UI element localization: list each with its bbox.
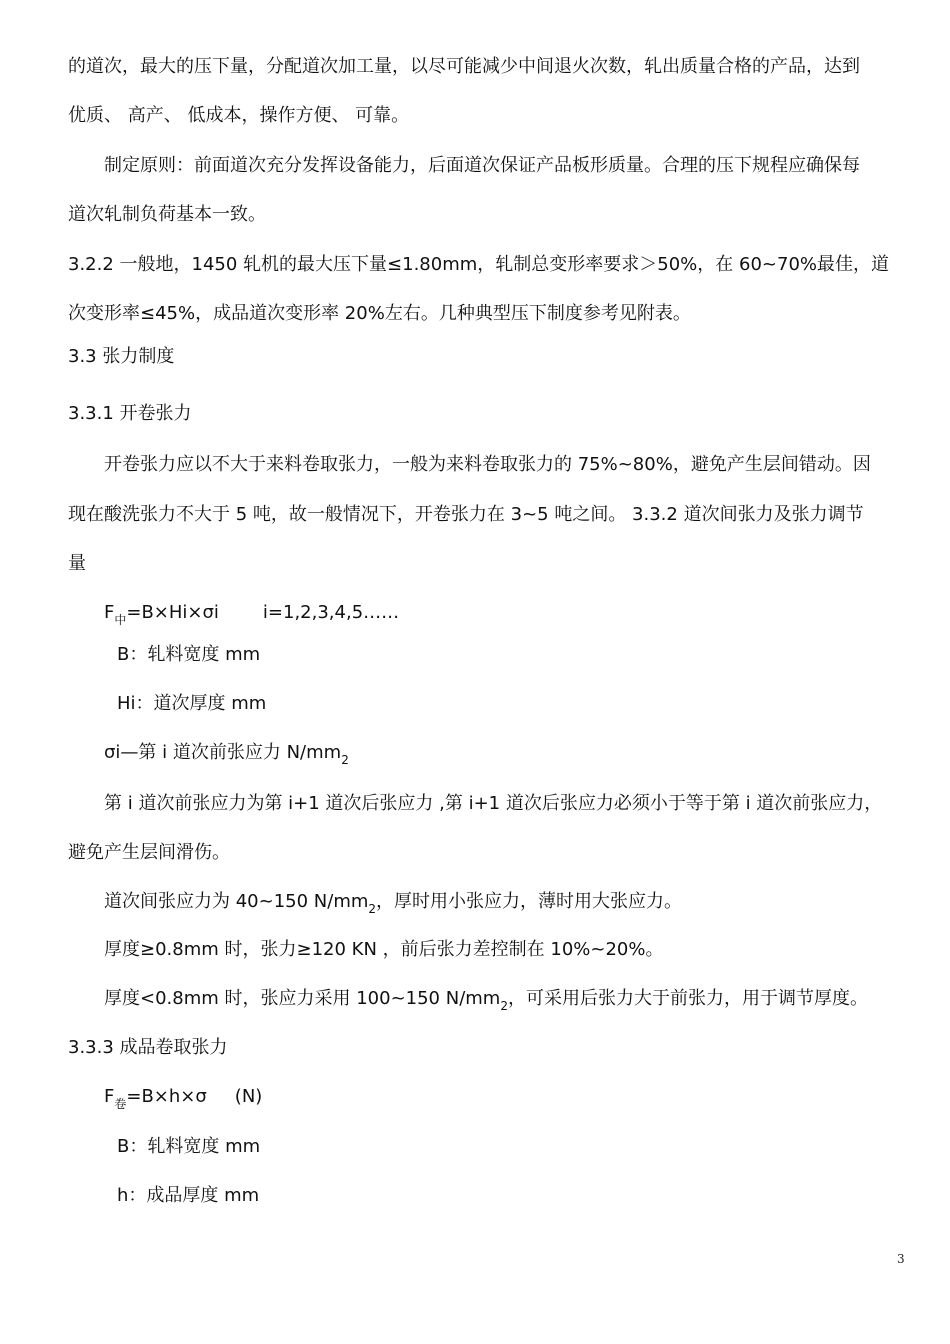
heading-3-3-3: 3.3.3 成品卷取张力 [68, 1037, 228, 1058]
body-line: 道次轧制负荷基本一致。 [68, 204, 266, 225]
body-line: 次变形率≤45%，成品道次变形率 20%左右。几种典型压下制度参考见附表。 [68, 303, 691, 324]
definition-line: B：轧料宽度 mm [117, 644, 261, 665]
body-line: 厚度<0.8mm 时，张应力采用 100~150 $N/mm_2$，可采用后张力大于前张力，用于调节厚度。 [104, 988, 868, 1013]
body-line: 道次间张应力为 40~150 $N/mm_2$，厚时用小张应力，薄时用大张应力。 [104, 891, 683, 916]
body-line: 量 [68, 553, 86, 574]
definition-line: σi—第 i 道次前张应力 $N/mm_2$ [104, 742, 349, 767]
heading-3-3-1: 3.3.1 开卷张力 [68, 403, 192, 424]
formula-intermediate-tension: $F_中=B\times Hi\times\sigma i$ i=1,2,3,4,5…… [104, 602, 400, 627]
definition-line: h：成品厚度 mm [117, 1185, 260, 1206]
definition-line: Hi：道次厚度 mm [117, 693, 267, 714]
body-line: 的道次，最大的压下量，分配道次加工量，以尽可能减少中间退火次数，轧出质量合格的产品，达到 [68, 56, 860, 77]
body-line: 避免产生层间滑伤。 [68, 842, 230, 863]
section-3-2-2-line: 3.2.2 一般地，1450 轧机的最大压下量≤1.80mm，轧制总变形率要求＞50%，在 60~70%最佳，道 [68, 254, 890, 275]
body-line: 开卷张力应以不大于来料卷取张力，一般为来料卷取张力的 75%~80%，避免产生层间错动。因 [104, 454, 871, 475]
page-number: 3 [897, 1252, 905, 1266]
body-line: 优质、 高产、 低成本，操作方便、 可靠。 [68, 105, 410, 126]
body-line: 厚度≥0.8mm 时，张力≥120 KN ，前后张力差控制在 10%~20%。 [104, 939, 664, 960]
definition-line: B：轧料宽度 mm [117, 1136, 261, 1157]
body-line: 制定原则：前面道次充分发挥设备能力，后面道次保证产品板形质量。合理的压下规程应确保每 [104, 155, 860, 176]
body-line: 现在酸洗张力不大于 5 吨，故一般情况下，开卷张力在 3~5 吨之间。 3.3.2 道次间张力及张力调节 [68, 504, 864, 525]
body-line: 第 i 道次前张应力为第 i+1 道次后张应力 ,第 i+1 道次后张应力必须小于等于第 i 道次前张应力， [104, 793, 883, 814]
heading-3-3: 3.3 张力制度 [68, 346, 175, 367]
formula-coiling-tension: $F_卷=B\times h\times\sigma$ (N) [104, 1086, 263, 1111]
